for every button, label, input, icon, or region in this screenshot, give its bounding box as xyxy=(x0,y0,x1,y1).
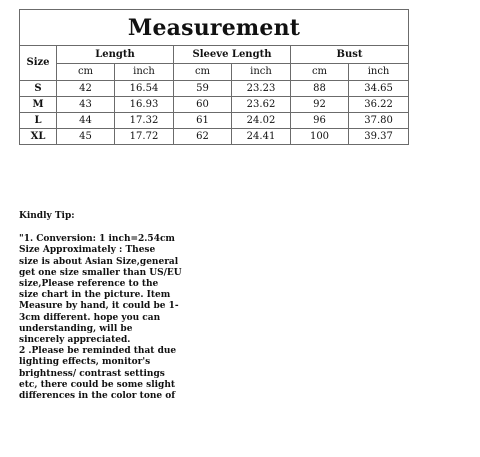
tip-line: size is about Asian Size,general xyxy=(19,256,179,267)
tip-line: Measure by hand, it could be 1- xyxy=(19,301,179,312)
unit-header: inch xyxy=(115,64,174,81)
table-row xyxy=(20,129,409,145)
bust-header: Bust xyxy=(291,46,409,64)
tip-line: sincerely appreciated. xyxy=(19,335,131,346)
size-label: L xyxy=(20,113,57,129)
unit-header: cm xyxy=(291,64,349,81)
tip-line: brightness/ contrast settings xyxy=(19,368,165,379)
size-label: XL xyxy=(20,129,57,145)
table-cell: 34.65 xyxy=(349,81,409,97)
size-column-header: Size xyxy=(20,46,57,81)
size-label: S xyxy=(20,81,57,97)
length-header: Length xyxy=(57,46,174,64)
table-cell: 42 xyxy=(57,81,115,97)
table-cell: 92 xyxy=(291,97,349,113)
table-cell: 16.54 xyxy=(115,81,174,97)
table-cell: 59 xyxy=(174,81,232,97)
table-cell: 43 xyxy=(57,97,115,113)
kindly-tip xyxy=(19,211,219,402)
tip-line: "1. Conversion: 1 inch=2.54cm xyxy=(19,234,175,245)
table-cell: 96 xyxy=(291,113,349,129)
unit-header: inch xyxy=(232,64,291,81)
size-label: M xyxy=(20,97,57,113)
tip-line: differences in the color tone of xyxy=(19,391,176,402)
tip-line: 2 .Please be reminded that due xyxy=(19,346,177,357)
table-cell: 24.41 xyxy=(232,129,291,145)
table-cell: 100 xyxy=(291,129,349,145)
unit-header: cm xyxy=(174,64,232,81)
tip-line: Size Approximately : These xyxy=(19,245,156,256)
tip-line: lighting effects, monitor's xyxy=(19,357,151,368)
table-cell: 23.23 xyxy=(232,81,291,97)
unit-header: inch xyxy=(349,64,409,81)
table-cell: 39.37 xyxy=(349,129,409,145)
table-cell: 17.32 xyxy=(115,113,174,129)
table-cell: 60 xyxy=(174,97,232,113)
table-cell: 23.62 xyxy=(232,97,291,113)
tip-line: understanding, will be xyxy=(19,323,133,334)
unit-header: cm xyxy=(57,64,115,81)
tip-line: 3cm different. hope you can xyxy=(19,312,161,323)
table-row xyxy=(20,81,409,97)
tip-line: size chart in the picture. Item xyxy=(19,290,171,301)
table-cell: 36.22 xyxy=(349,97,409,113)
tip-title: Kindly Tip: xyxy=(19,211,75,221)
tip-line: etc, there could be some slight xyxy=(19,379,176,390)
measurement-table xyxy=(19,9,409,145)
sleeve-length-header: Sleeve Length xyxy=(174,46,291,64)
table-cell: 45 xyxy=(57,129,115,145)
table-cell: 61 xyxy=(174,113,232,129)
tip-line: get one size smaller than US/EU xyxy=(19,267,182,278)
table-row xyxy=(20,113,409,129)
table-cell: 16.93 xyxy=(115,97,174,113)
table-cell: 62 xyxy=(174,129,232,145)
table-cell: 17.72 xyxy=(115,129,174,145)
table-cell: 24.02 xyxy=(232,113,291,129)
tip-line: size,Please reference to the xyxy=(19,279,159,290)
table-title: Measurement xyxy=(20,10,409,46)
table-row xyxy=(20,97,409,113)
table-cell: 88 xyxy=(291,81,349,97)
table-cell: 44 xyxy=(57,113,115,129)
table-cell: 37.80 xyxy=(349,113,409,129)
